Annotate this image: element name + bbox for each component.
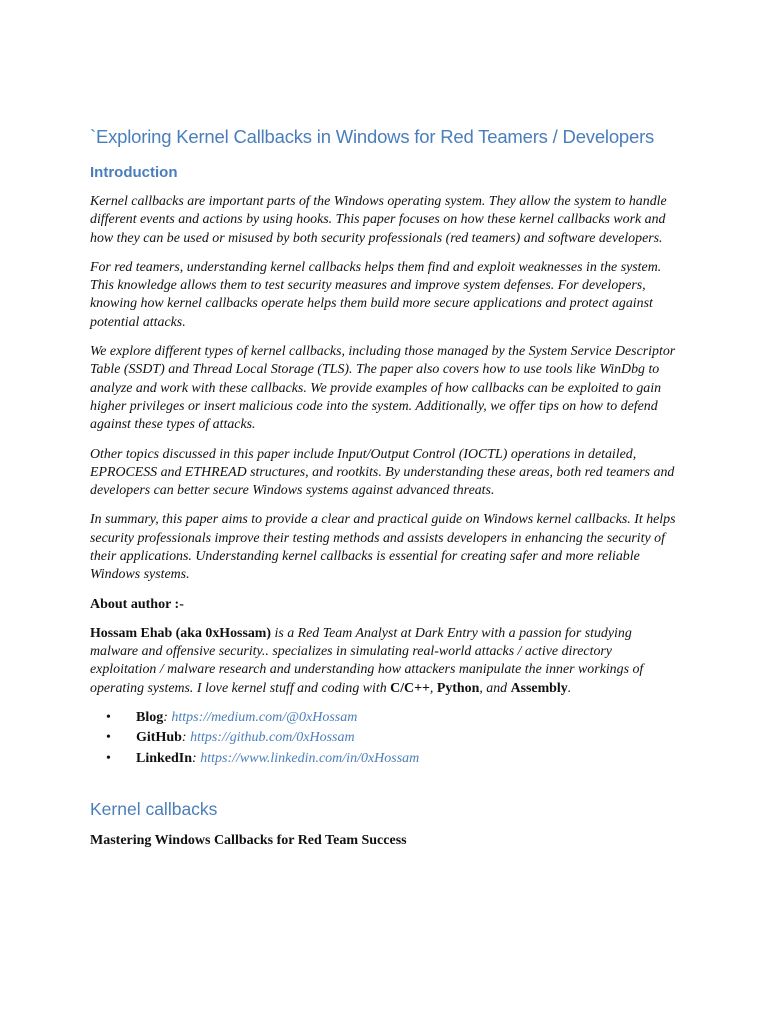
and-separator: , and (479, 680, 511, 696)
bullet-icon: • (106, 730, 111, 746)
introduction-heading: Introduction (90, 164, 178, 181)
author-bio-text: is a Red Team Analyst at Dark Entry with a passion for studying malware and offensive security.. specializes in simulating real-world attacks / active directory exploitation / malware research and understanding how attackers manipulate the inner workings of operating systems. I love kernel stuff and coding with (90, 625, 644, 696)
list-item-linkedin (90, 749, 680, 770)
link-label-linkedin: LinkedIn (136, 750, 193, 766)
link-label-blog: Blog (136, 709, 164, 725)
list-item-github (90, 728, 680, 749)
author-links-list (90, 708, 680, 770)
list-item-blog (90, 708, 680, 729)
about-author-heading: About author :- (90, 596, 184, 612)
blog-link[interactable]: https://medium.com/@0xHossam (171, 709, 358, 725)
language-assembly: Assembly (510, 680, 568, 696)
link-separator: : (192, 750, 201, 766)
bullet-icon: • (106, 709, 111, 725)
section-subheading: Mastering Windows Callbacks for Red Team Success (90, 833, 407, 849)
link-separator: : (163, 709, 172, 725)
bullet-icon: • (106, 750, 111, 766)
author-bio (90, 625, 680, 698)
document-body (90, 122, 680, 850)
linkedin-link[interactable]: https://www.linkedin.com/in/0xHossam (200, 750, 420, 766)
link-label-github: GitHub (136, 730, 182, 746)
intro-paragraph-3: We explore different types of kernel callbacks, including those managed by the System Service Descriptor Table (SSDT) and Thread Local Storage (TLS). The paper also covers how to use tools like WinDbg to analyze and work with these callbacks. We provide examples of how callbacks can be exploited to gain higher privileges or insert malicious code into the system. Additionally, we offer tips on how to defend against these types of attacks. (90, 344, 676, 433)
intro-paragraph-5: In summary, this paper aims to provide a clear and practical guide on Windows kernel callbacks. It helps security professionals improve their testing methods and assists developers in enhancing the security of their applications. Understanding kernel callbacks is essential for creating safer and more reliable Windows systems. (90, 512, 676, 583)
author-name: Hossam Ehab (aka 0xHossam) (90, 625, 271, 641)
document-title: `Exploring Kernel Callbacks in Windows for Red Teamers / Developers (90, 126, 655, 147)
github-link[interactable]: https://github.com/0xHossam (190, 730, 355, 746)
language-python: Python (436, 680, 480, 696)
comma-separator: , (429, 680, 437, 696)
intro-paragraph-1: Kernel callbacks are important parts of the Windows operating system. They allow the system to handle different events and actions by using hooks. This paper focuses on how these kernel callbacks work and how they can be used or misused by both security professionals (red teamers) and software developers. (90, 194, 667, 246)
intro-paragraph-2: For red teamers, understanding kernel callbacks helps them find and exploit weaknesses in the system. This knowledge allows them to test security measures and improve system defenses. For developers, knowing how kernel callbacks operate helps them build more secure applications and protect against potential attacks. (90, 259, 662, 330)
link-separator: : (181, 730, 191, 746)
intro-paragraph-4: Other topics discussed in this paper include Input/Output Control (IOCTL) operations in detailed, EPROCESS and ETHREAD structures, and rootkits. By understanding these areas, both red teamers and developers can better secure Windows systems against advanced threats. (90, 446, 675, 499)
language-cpp: C/C++ (390, 680, 430, 696)
period: . (567, 680, 572, 696)
kernel-callbacks-heading: Kernel callbacks (90, 799, 218, 820)
